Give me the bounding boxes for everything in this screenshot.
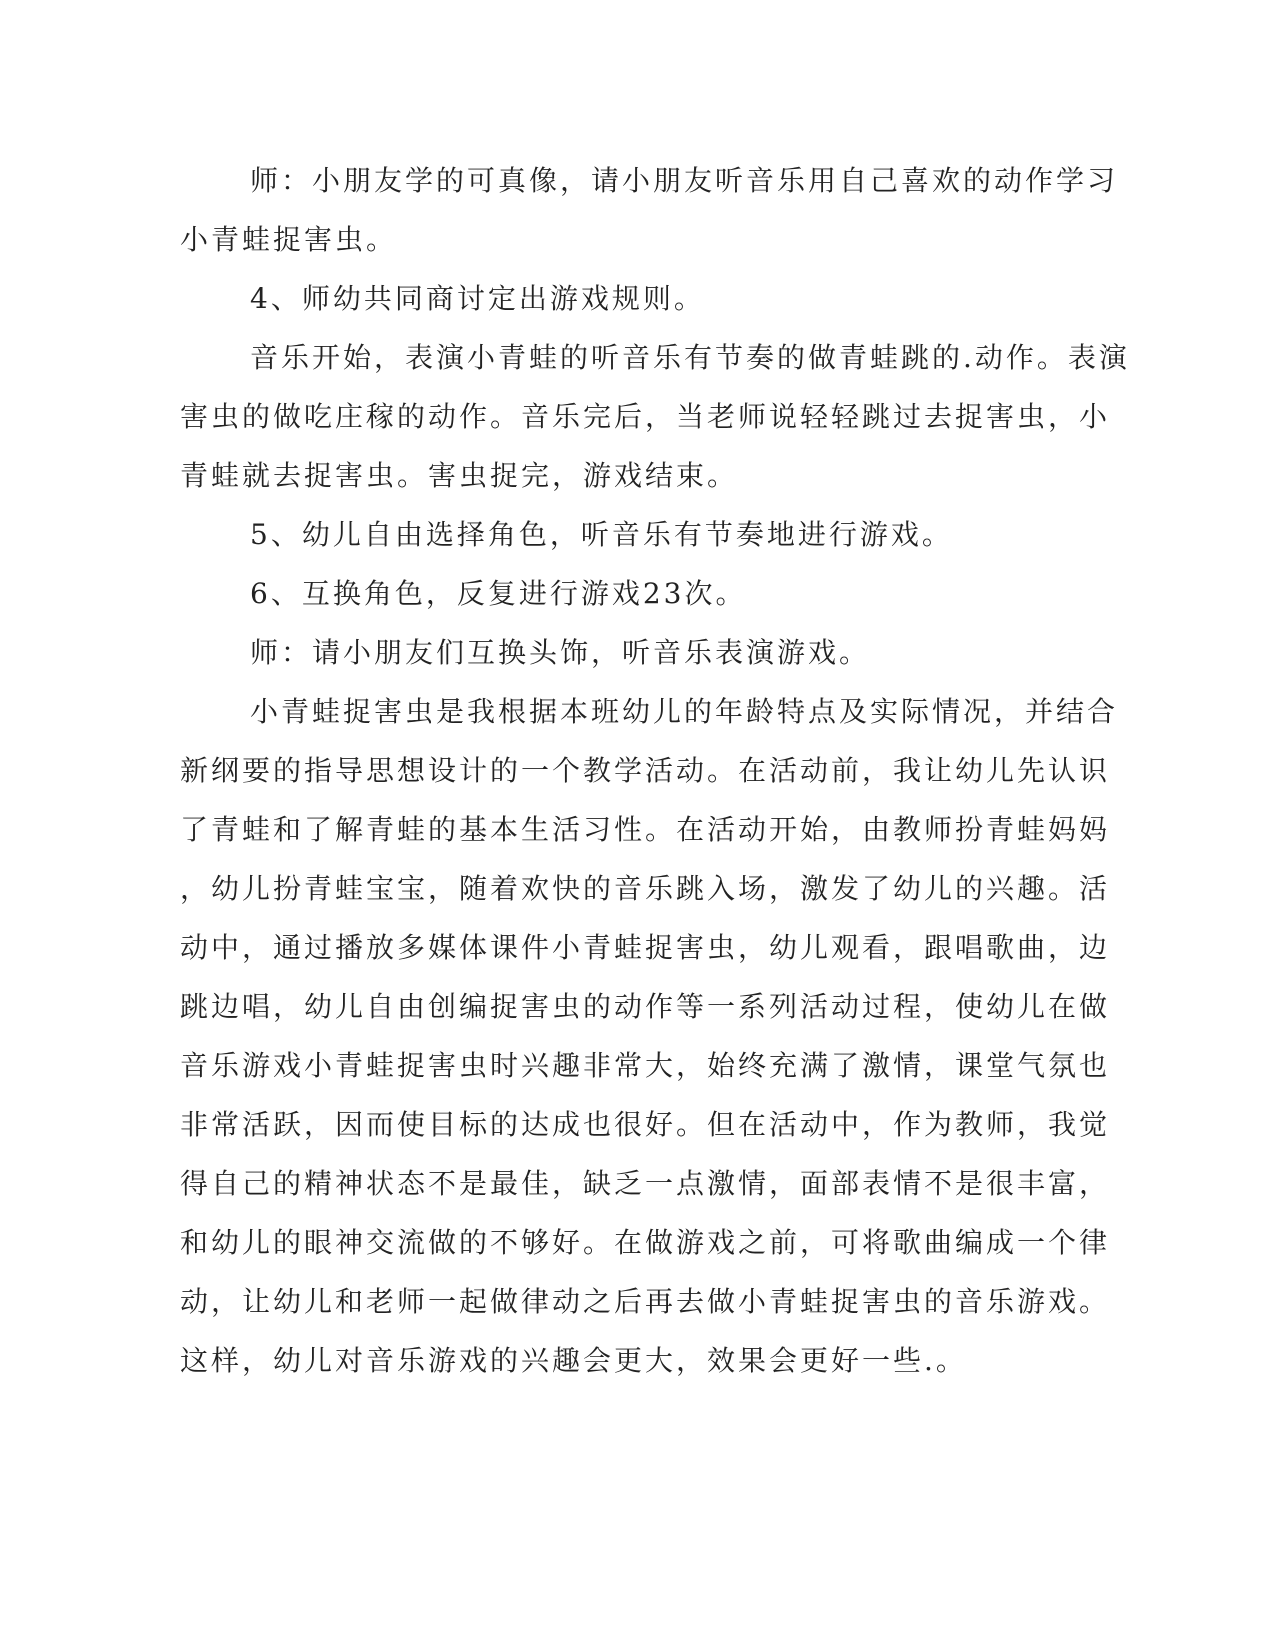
text-line: 和幼儿的眼神交流做的不够好。在做游戏之前，可将歌曲编成一个律	[180, 1226, 1111, 1259]
text-line: 动，让幼儿和老师一起做律动之后再去做小青蛙捉害虫的音乐游戏。	[180, 1285, 1111, 1318]
text-line: ，幼儿扮青蛙宝宝，随着欢快的音乐跳入场，激发了幼儿的兴趣。活	[180, 872, 1111, 905]
text-line: 师：请小朋友们互换头饰，听音乐表演游戏。	[250, 636, 871, 669]
text-line: 小青蛙捉害虫是我根据本班幼儿的年龄特点及实际情况，并结合	[250, 695, 1119, 728]
text-line: 跳边唱，幼儿自由创编捉害虫的动作等一系列活动过程，使幼儿在做	[180, 990, 1111, 1023]
text-line: 师：小朋友学的可真像，请小朋友听音乐用自己喜欢的动作学习	[250, 164, 1119, 197]
text-line: 新纲要的指导思想设计的一个教学活动。在活动前，我让幼儿先认识	[180, 754, 1111, 787]
text-line: 得自己的精神状态不是最佳，缺乏一点激情，面部表情不是很丰富，	[180, 1167, 1111, 1200]
text-line: 6、互换角色，反复进行游戏23次。	[250, 577, 747, 610]
text-line: 害虫的做吃庄稼的动作。音乐完后，当老师说轻轻跳过去捉害虫，小	[180, 400, 1111, 433]
text-line: 音乐开始，表演小青蛙的听音乐有节奏的做青蛙跳的.动作。表演	[250, 341, 1130, 374]
text-line: 非常活跃，因而使目标的达成也很好。但在活动中，作为教师，我觉	[180, 1108, 1111, 1141]
text-line: 5、幼儿自由选择角色，听音乐有节奏地进行游戏。	[250, 518, 953, 551]
text-line: 小青蛙捉害虫。	[180, 223, 398, 256]
text-line: 这样，幼儿对音乐游戏的兴趣会更大，效果会更好一些.。	[180, 1344, 967, 1377]
text-line: 动中，通过播放多媒体课件小青蛙捉害虫，幼儿观看，跟唱歌曲，边	[180, 931, 1111, 964]
text-line: 青蛙就去捉害虫。害虫捉完，游戏结束。	[180, 459, 739, 492]
text-line: 4、师幼共同商讨定出游戏规则。	[250, 282, 705, 315]
text-line: 音乐游戏小青蛙捉害虫时兴趣非常大，始终充满了激情，课堂气氛也	[180, 1049, 1111, 1082]
text-line: 了青蛙和了解青蛙的基本生活习性。在活动开始，由教师扮青蛙妈妈	[180, 813, 1111, 846]
